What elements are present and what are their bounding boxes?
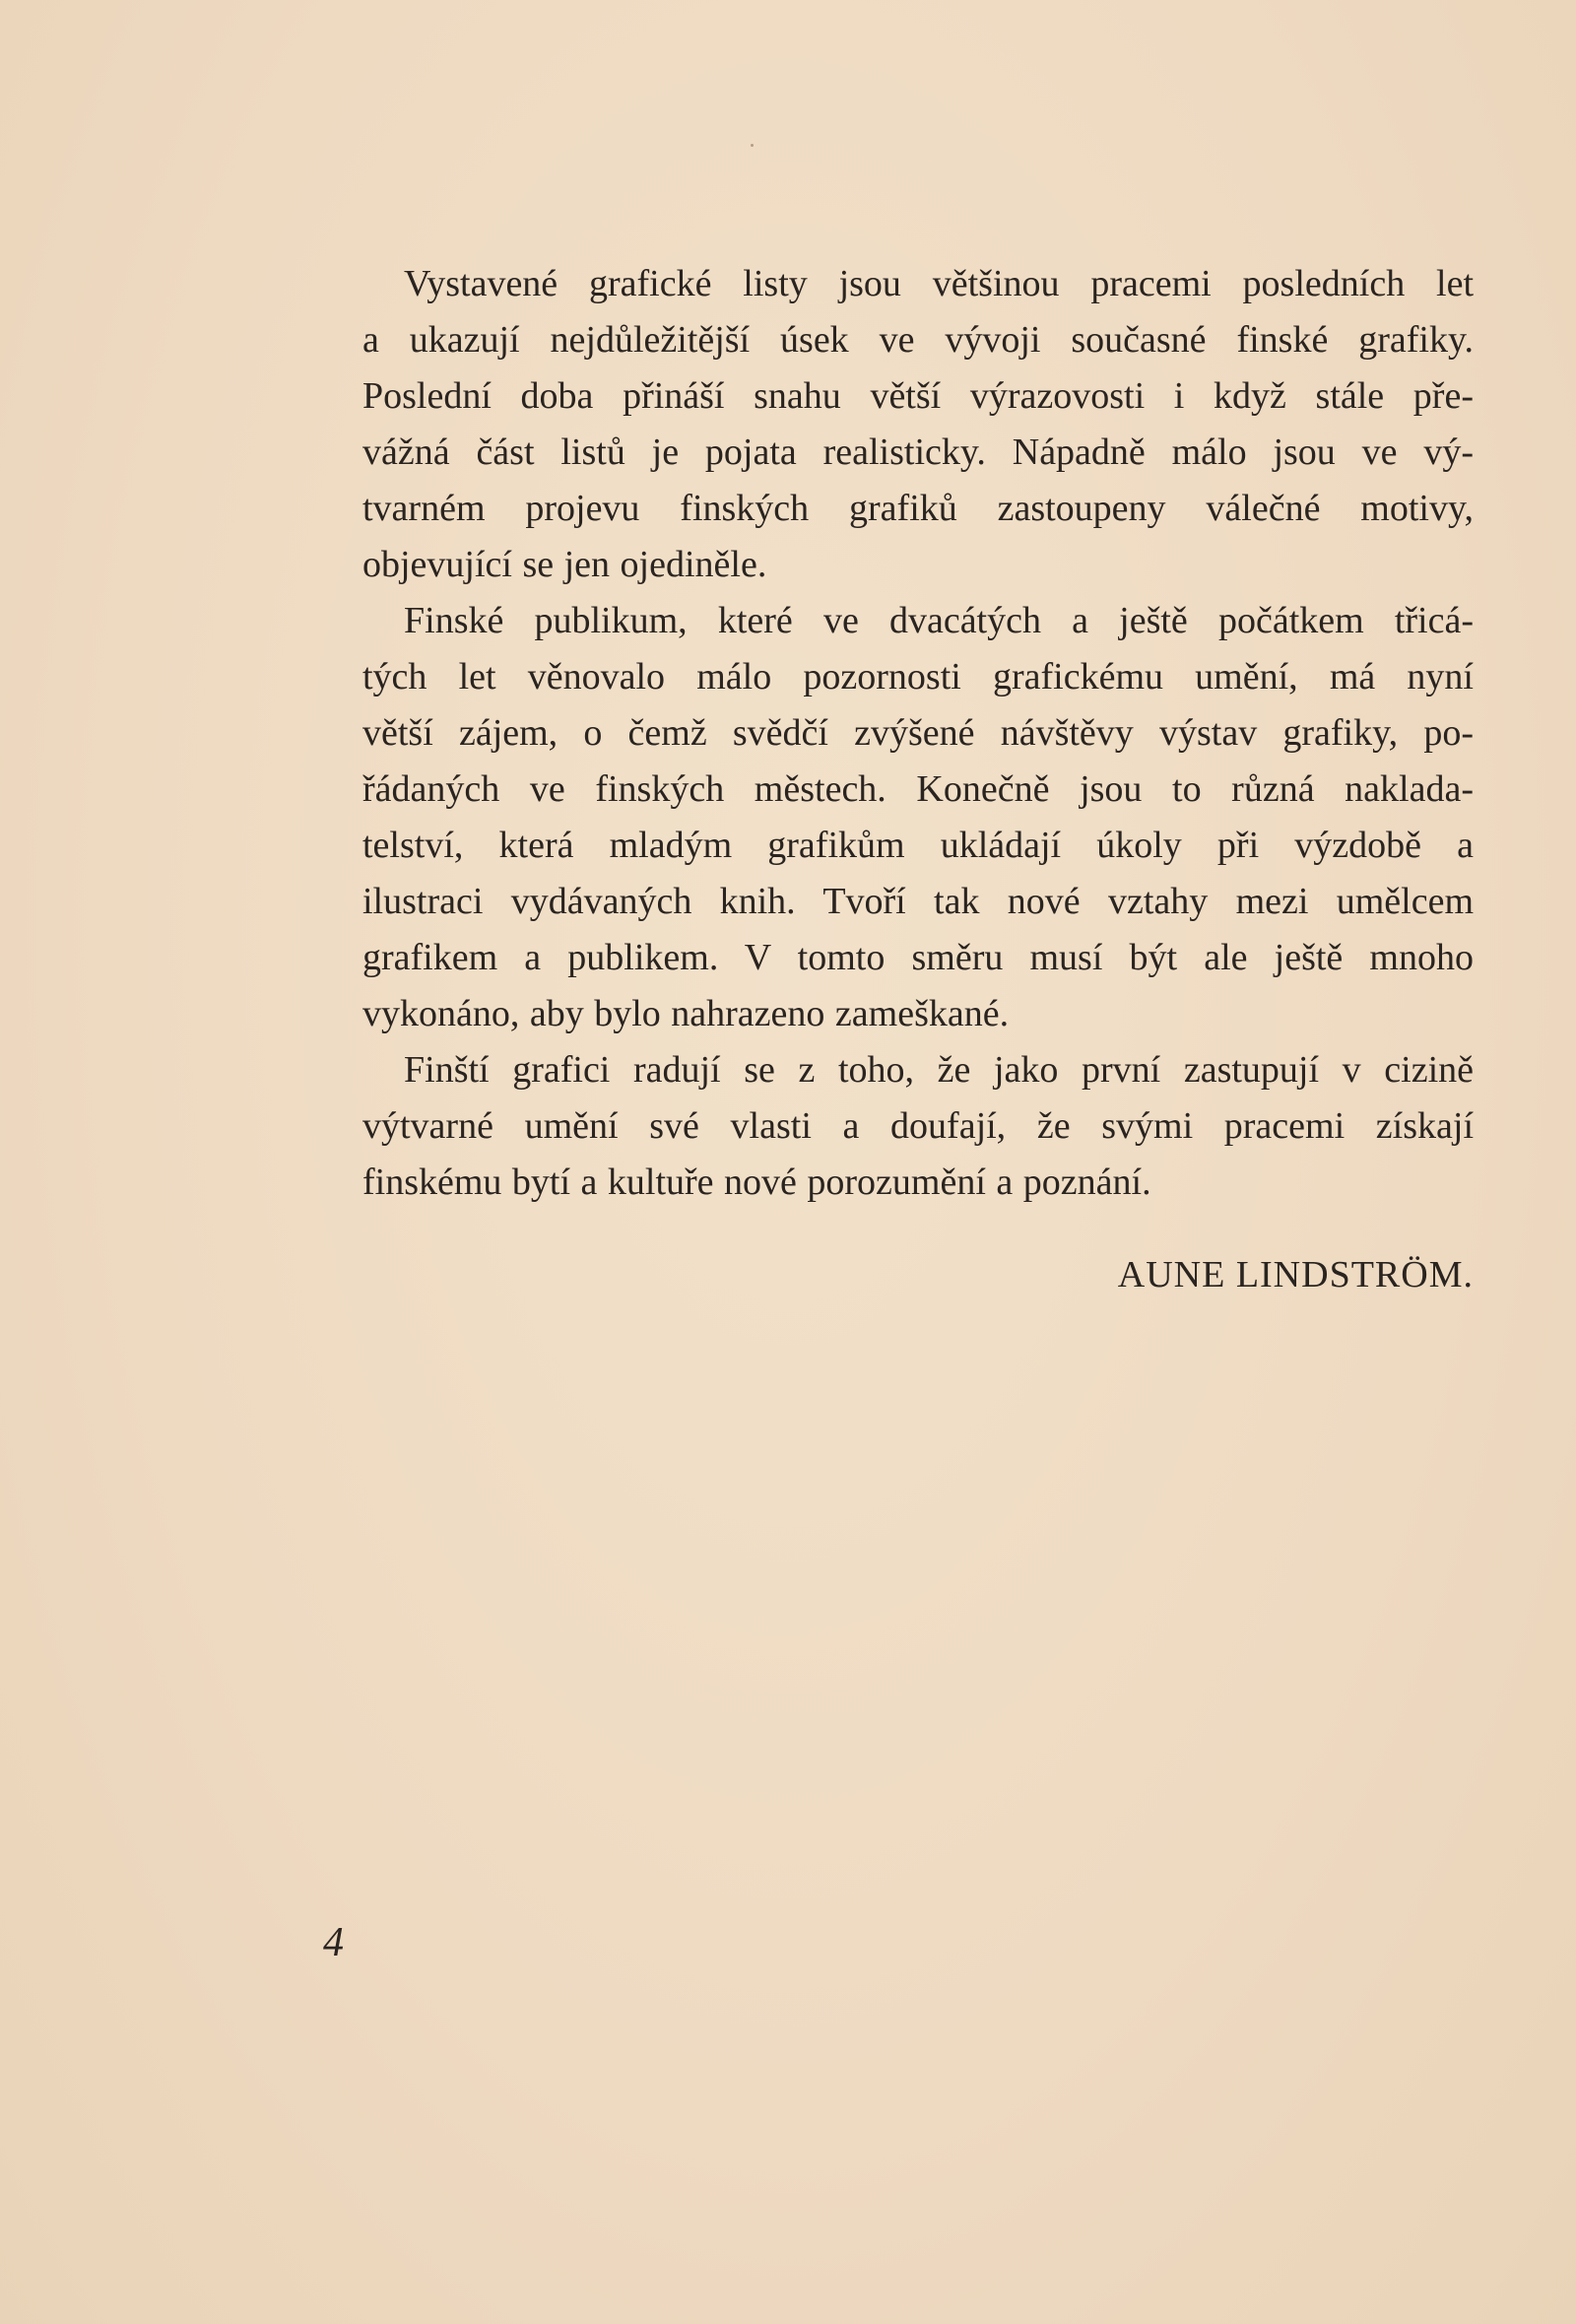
text-line: Poslední doba přináší snahu větší výrazovosti i když stále pře-	[362, 375, 1474, 417]
text-line: výtvarné umění své vlasti a doufají, že svými pracemi získají	[362, 1105, 1474, 1147]
page-number: 4	[323, 1920, 344, 1965]
paragraph-2	[321, 593, 1474, 1042]
text-line: vykonáno, aby bylo nahrazeno zameškané.	[362, 993, 1010, 1034]
text-line: telství, která mladým grafikům ukládají úkoly při výzdobě a	[362, 825, 1474, 866]
text-line: vážná část listů je pojata realisticky. Nápadně málo jsou ve vý-	[362, 432, 1474, 473]
text-line: Finské publikum, které ve dvacátých a ještě počátkem třicá-	[404, 600, 1474, 641]
text-line: tvarném projevu finských grafiků zastoupeny válečné motivy,	[362, 488, 1474, 529]
text-line: a ukazují nejdůležitější úsek ve vývoji současné finské grafiky.	[362, 319, 1474, 361]
text-line: řádaných ve finských městech. Konečně jsou to různá naklada-	[362, 768, 1474, 810]
text-line: Vystavené grafické listy jsou většinou pracemi posledních let	[404, 263, 1474, 304]
paragraph-1	[321, 256, 1474, 593]
text-line: grafikem a publikem. V tomto směru musí být ale ještě mnoho	[362, 937, 1474, 978]
text-line: Finští grafici radují se z toho, že jako první zastupují v cizině	[404, 1049, 1474, 1091]
author-signature: AUNE LINDSTRÖM.	[1117, 1254, 1474, 1295]
text-line: tých let věnovalo málo pozornosti grafickému umění, má nyní	[362, 656, 1474, 697]
text-line: větší zájem, o čemž svědčí zvýšené návštěvy výstav grafiky, po-	[362, 712, 1474, 754]
paragraph-3	[321, 1042, 1474, 1211]
text-line: finskému bytí a kultuře nové porozumění a poznání.	[362, 1162, 1151, 1203]
body-text	[321, 256, 1474, 1211]
text-line: objevující se jen ojediněle.	[362, 544, 767, 585]
text-line: ilustraci vydávaných knih. Tvoří tak nové vztahy mezi umělcem	[362, 881, 1474, 922]
paper-speck	[751, 144, 754, 147]
